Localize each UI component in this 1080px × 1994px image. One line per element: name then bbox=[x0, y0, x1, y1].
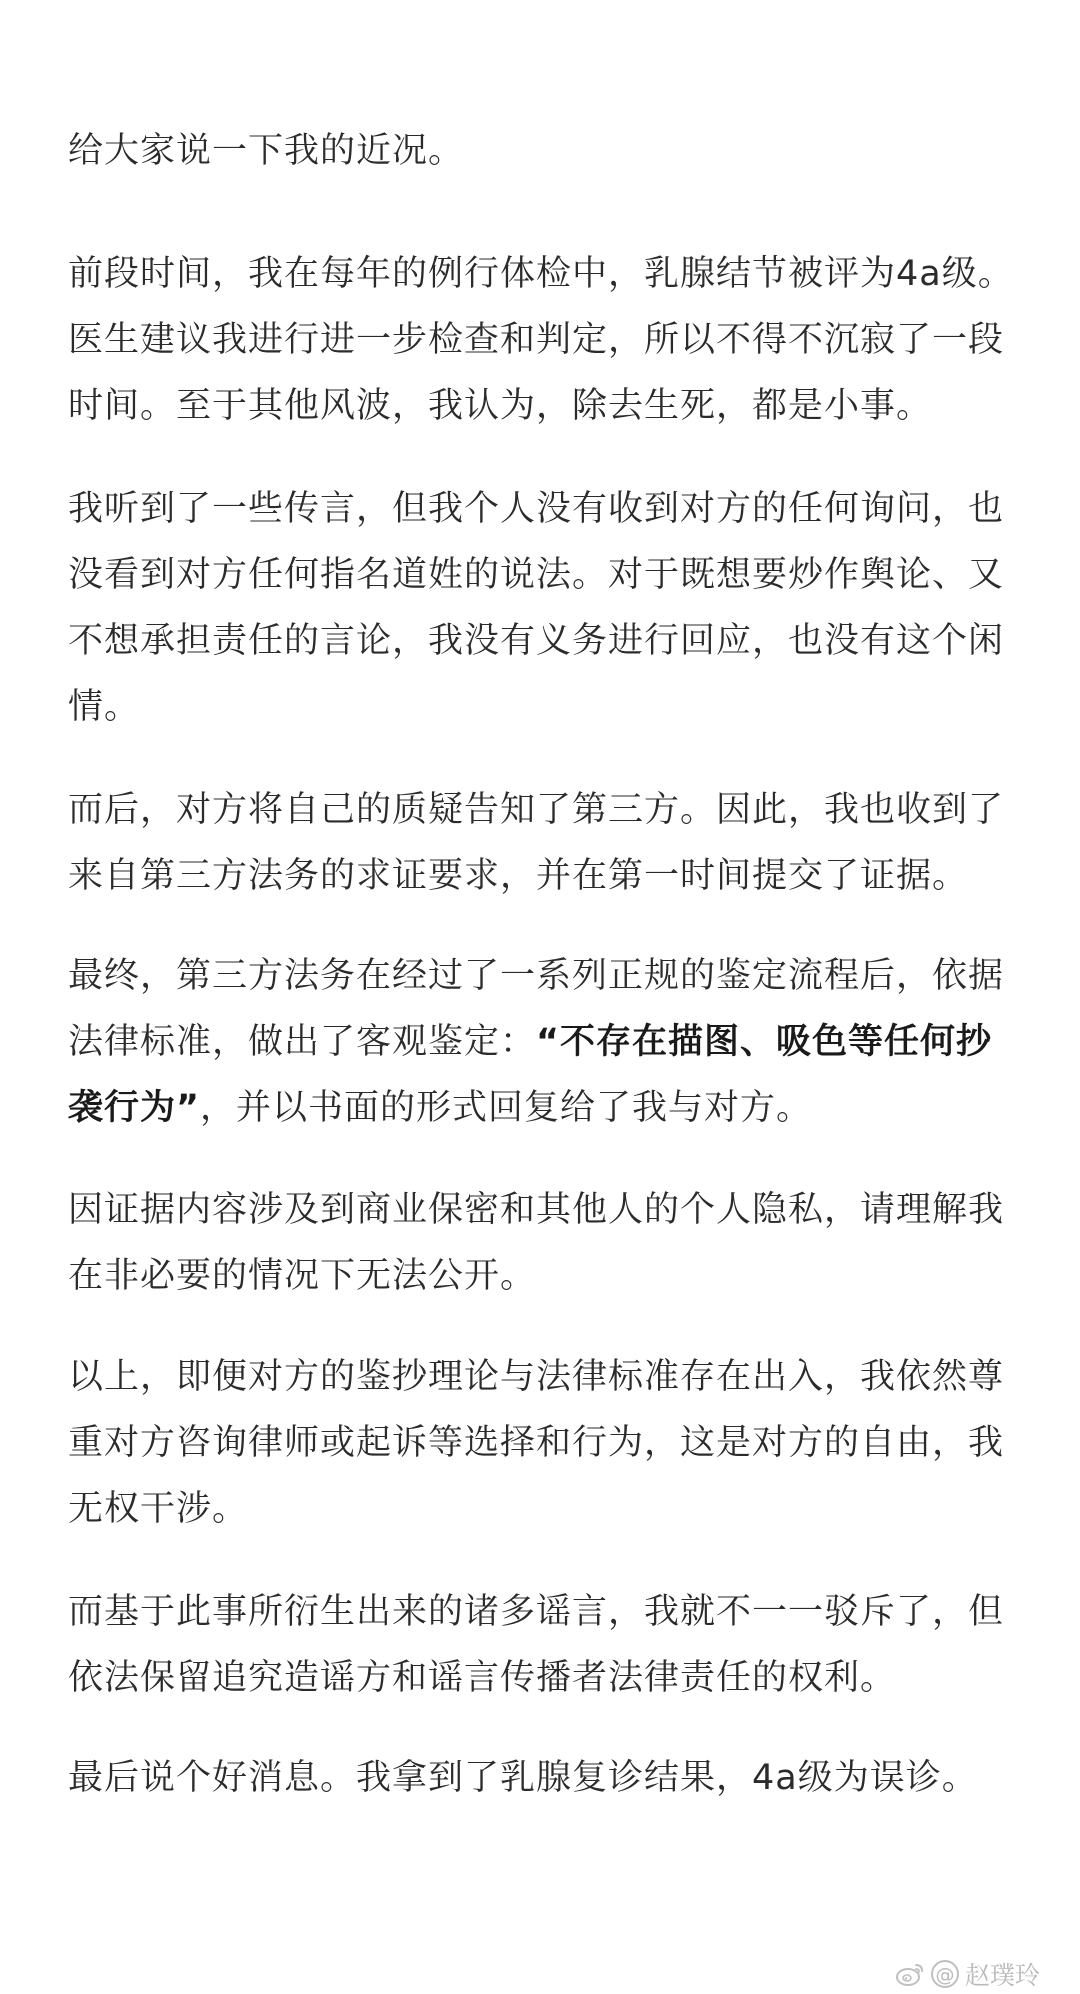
watermark-handle: 赵璞玲 bbox=[964, 1961, 1040, 1990]
paragraph-3: 我听到了一些传言，但我个人没有收到对方的任何询问，也没看到对方任何指名道姓的说法。对于既想要炒作舆论、又不想承担责任的言论，我没有义务进行回应，也没有这个闲情。 bbox=[68, 489, 1005, 727]
paragraph-6: 因证据内容涉及到商业保密和其他人的个人隐私，请理解我在非必要的情况下无法公开。 bbox=[68, 1190, 1005, 1296]
paragraph-9: 最后说个好消息。我拿到了乳腺复诊结果，4a级为误诊。 bbox=[68, 1758, 978, 1798]
paragraph-2: 前段时间，我在每年的例行体检中，乳腺结节被评为4a级。医生建议我进行进一步检查和判定，所以不得不沉寂了一段时间。至于其他风波，我认为，除去生死，都是小事。 bbox=[68, 254, 1014, 426]
paragraph-5-bold-quote: “不存在描图、吸色等任何抄袭行为” bbox=[68, 1022, 993, 1128]
paragraph-7: 以上，即便对方的鉴抄理论与法律标准存在出入，我依然尊重对方咨询律师或起诉等选择和行为，这是对方的自由，我无权干涉。 bbox=[68, 1357, 1005, 1529]
weibo-watermark bbox=[895, 1956, 1040, 1992]
paragraph-5-ending: ，并以书面的形式回复给了我与对方。 bbox=[200, 1088, 813, 1128]
weibo-logo-icon bbox=[895, 1961, 925, 1987]
paragraph-5-intro: 最终，第三方法务在经过了一系列正规的鉴定流程后，依据法律标准，做出了客观鉴定： bbox=[68, 956, 1005, 1062]
paragraph-8: 而基于此事所衍生出来的诸多谣言，我就不一一驳斥了，但依法保留追究造谣方和谣言传播者法律责任的权利。 bbox=[68, 1592, 1005, 1698]
at-symbol: @ bbox=[931, 1960, 959, 1988]
paragraph-5 bbox=[68, 943, 1018, 1141]
paragraph-4: 而后，对方将自己的质疑告知了第三方。因此，我也收到了来自第三方法务的求证要求，并在第一时间提交了证据。 bbox=[68, 790, 1005, 896]
paragraph-1: 给大家说一下我的近况。 bbox=[68, 131, 465, 171]
